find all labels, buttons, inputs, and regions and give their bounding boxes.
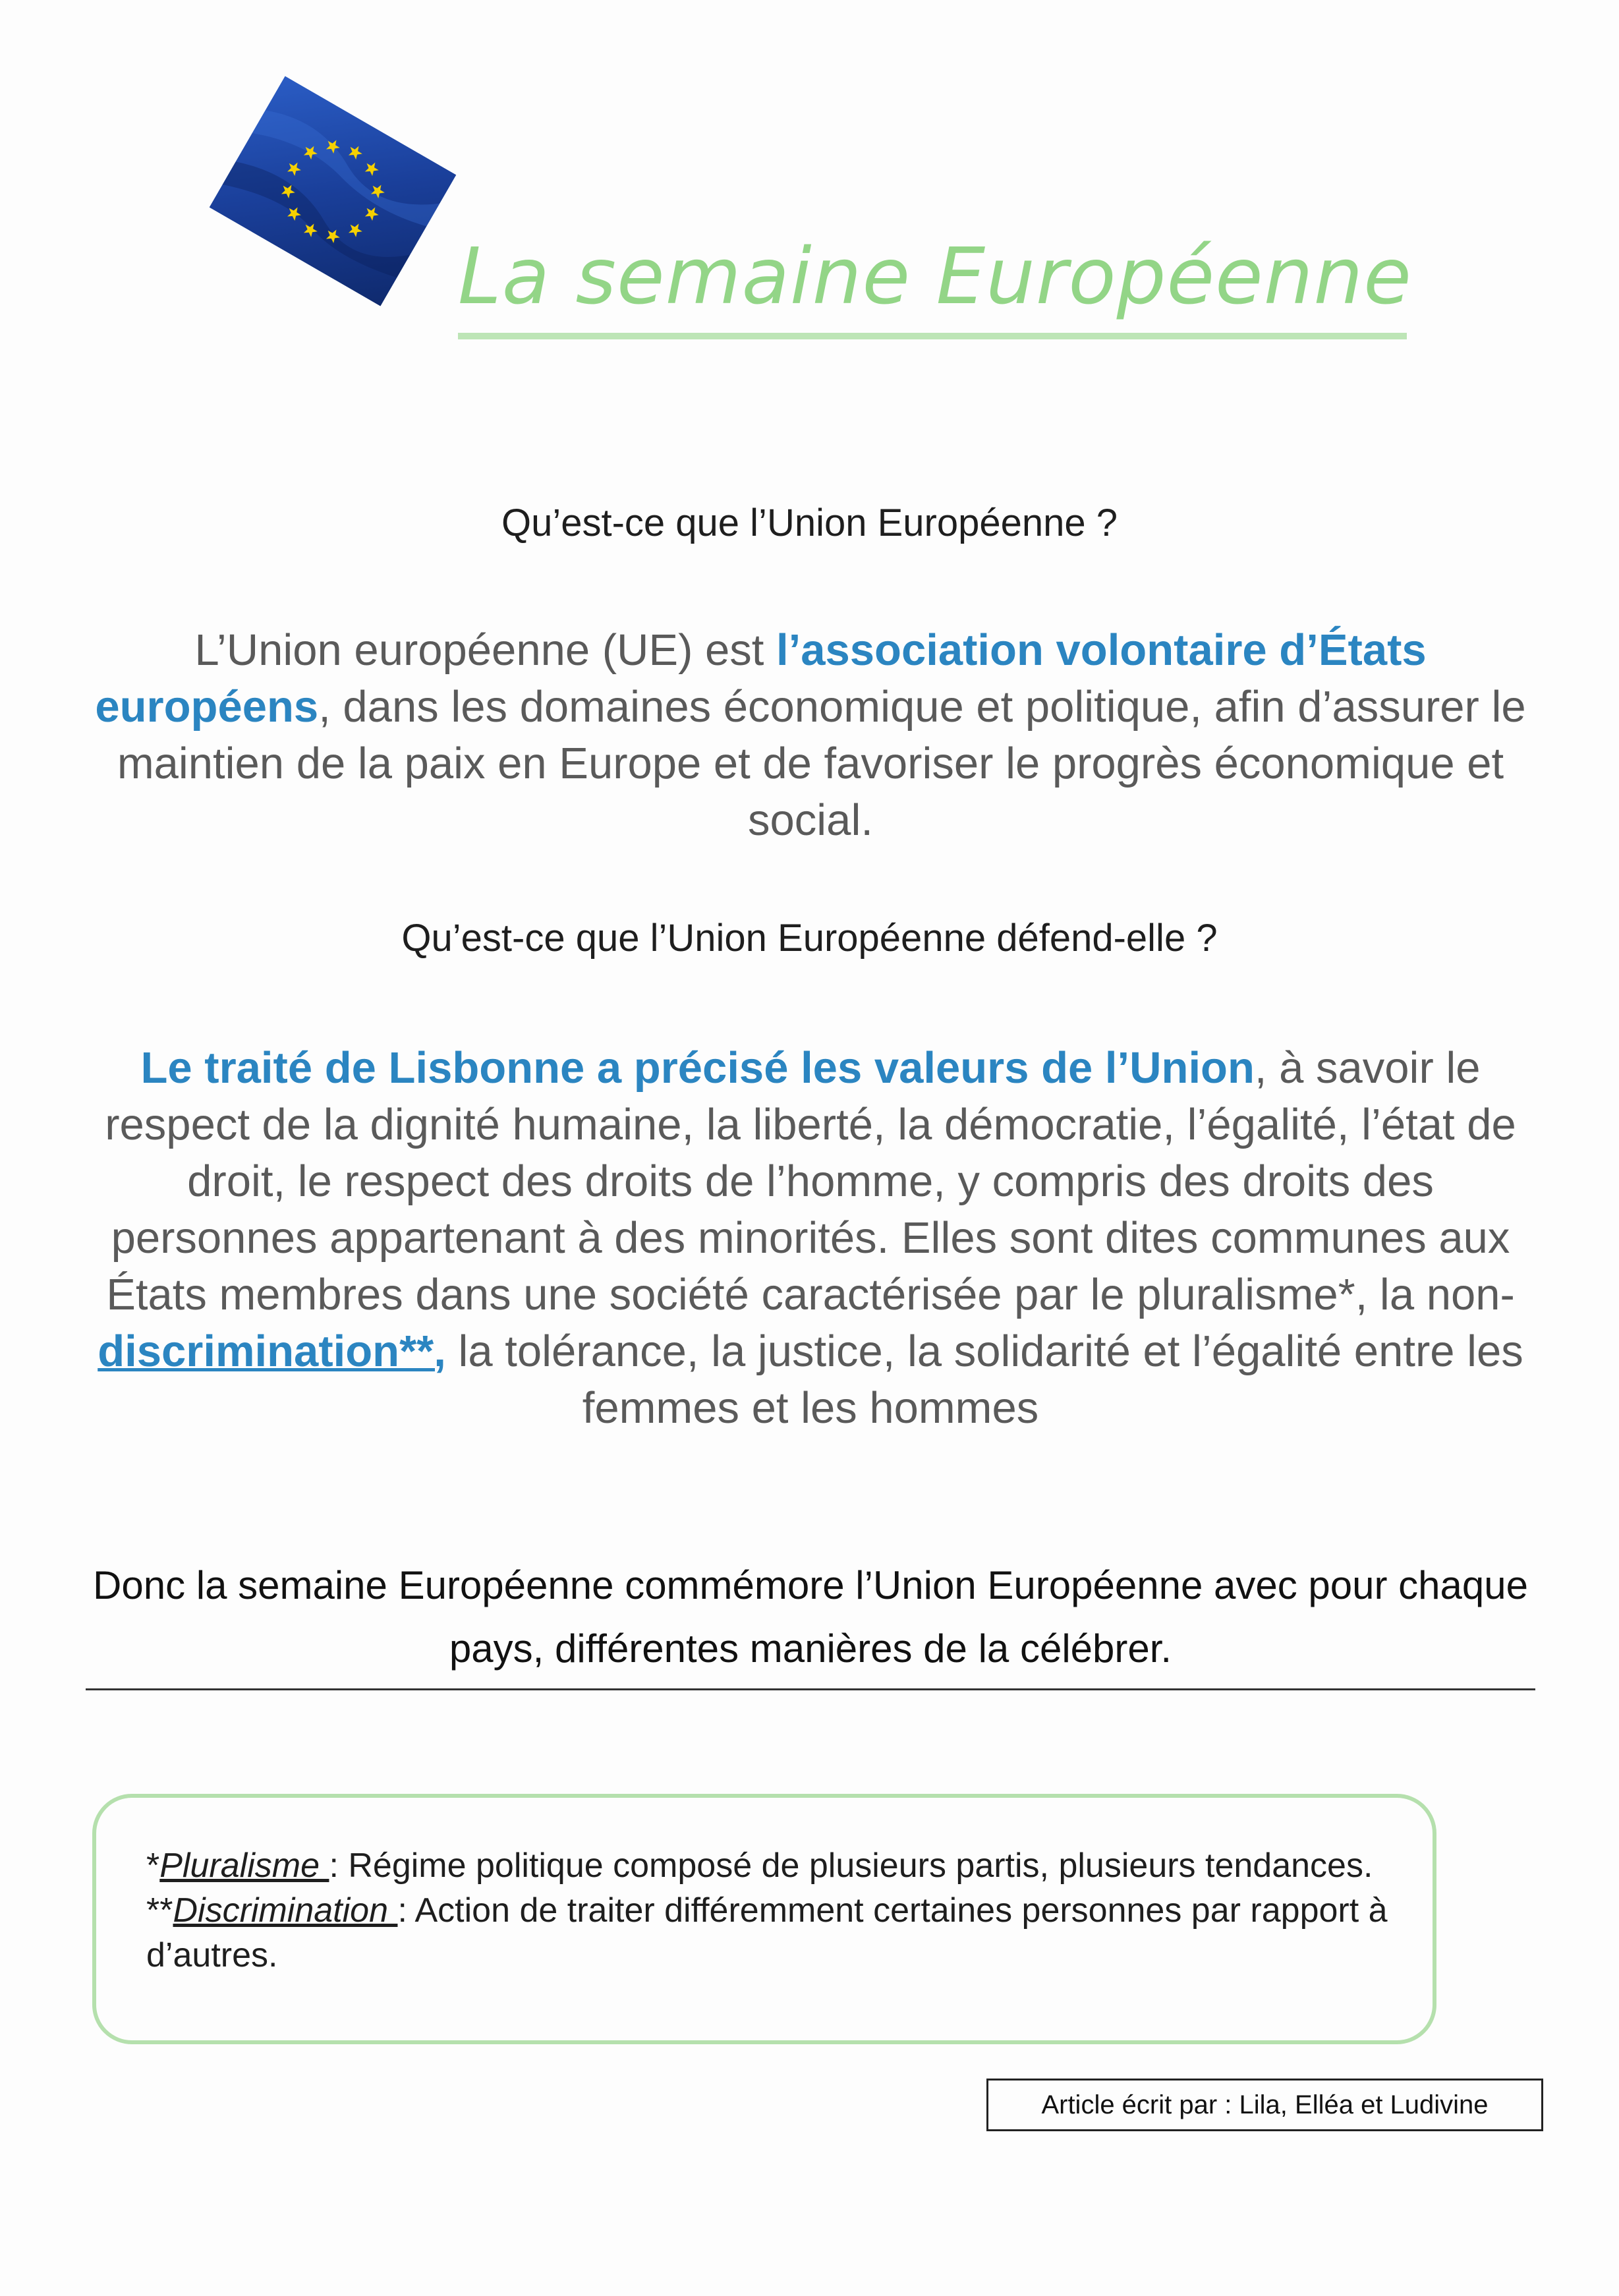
glossary-marker: ** (146, 1891, 173, 1930)
paragraph-definition (86, 622, 1535, 849)
question-2: Qu’est-ce que l’Union Européenne défend-elle ? (401, 917, 1218, 960)
glossary-term-discrimination: Discrimination (173, 1891, 398, 1930)
glossary-entry-pluralisme (146, 1843, 1398, 1888)
section-divider (86, 1688, 1535, 1690)
values-text-2: la tolérance, la justice, la solidarité et l’égalité entre les femmes et les hommes (445, 1327, 1523, 1433)
glossary-separator: : (329, 1847, 349, 1885)
glossary-marker: * (146, 1847, 160, 1885)
glossary-term-pluralisme: Pluralisme (159, 1847, 329, 1885)
glossary-def-discrimination: Action de traiter différemment certaines personnes par rapport à d’autres. (146, 1891, 1388, 1974)
definition-highlight: l’association volontaire d’États européens (95, 625, 1427, 732)
discrimination-link: discrimination**, (98, 1327, 446, 1376)
question-1: Qu’est-ce que l’Union Européenne ? (501, 502, 1118, 544)
values-text-1: , à savoir le respect de la dignité humaine, la liberté, la démocratie, l’égalité, l’état de droit, le respect des droits de l’homme, y compris des droits des personnes appartenant à des minorités. Elles sont dites communes aux États membres dans une société caractérisée par le pluralisme*, la non- (105, 1043, 1516, 1319)
paragraph-values (86, 1040, 1535, 1437)
page-title: La semaine Européenne (458, 231, 1412, 322)
title-underline (458, 333, 1407, 339)
eu-flag-icon (210, 76, 457, 306)
definition-text-2: , dans les domaines économique et politique, afin d’assurer le maintien de la paix en Europe et de favoriser le progrès économique et social. (117, 682, 1526, 845)
glossary-entry-discrimination (146, 1888, 1398, 1978)
author-credit: Article écrit par : Lila, Elléa et Ludivine (986, 2079, 1543, 2131)
glossary-separator: : (397, 1891, 415, 1930)
definition-text-1: L’Union européenne (UE) est (194, 625, 777, 675)
glossary-content (146, 1843, 1398, 1978)
conclusion-text: Donc la semaine Européenne commémore l’Union Européenne avec pour chaque pays, différentes manières de la célébrer. (93, 1563, 1528, 1671)
glossary-def-pluralisme: Régime politique composé de plusieurs partis, plusieurs tendances. (348, 1847, 1373, 1885)
values-highlight: Le traité de Lisbonne a précisé les valeurs de l’Union (140, 1043, 1255, 1093)
